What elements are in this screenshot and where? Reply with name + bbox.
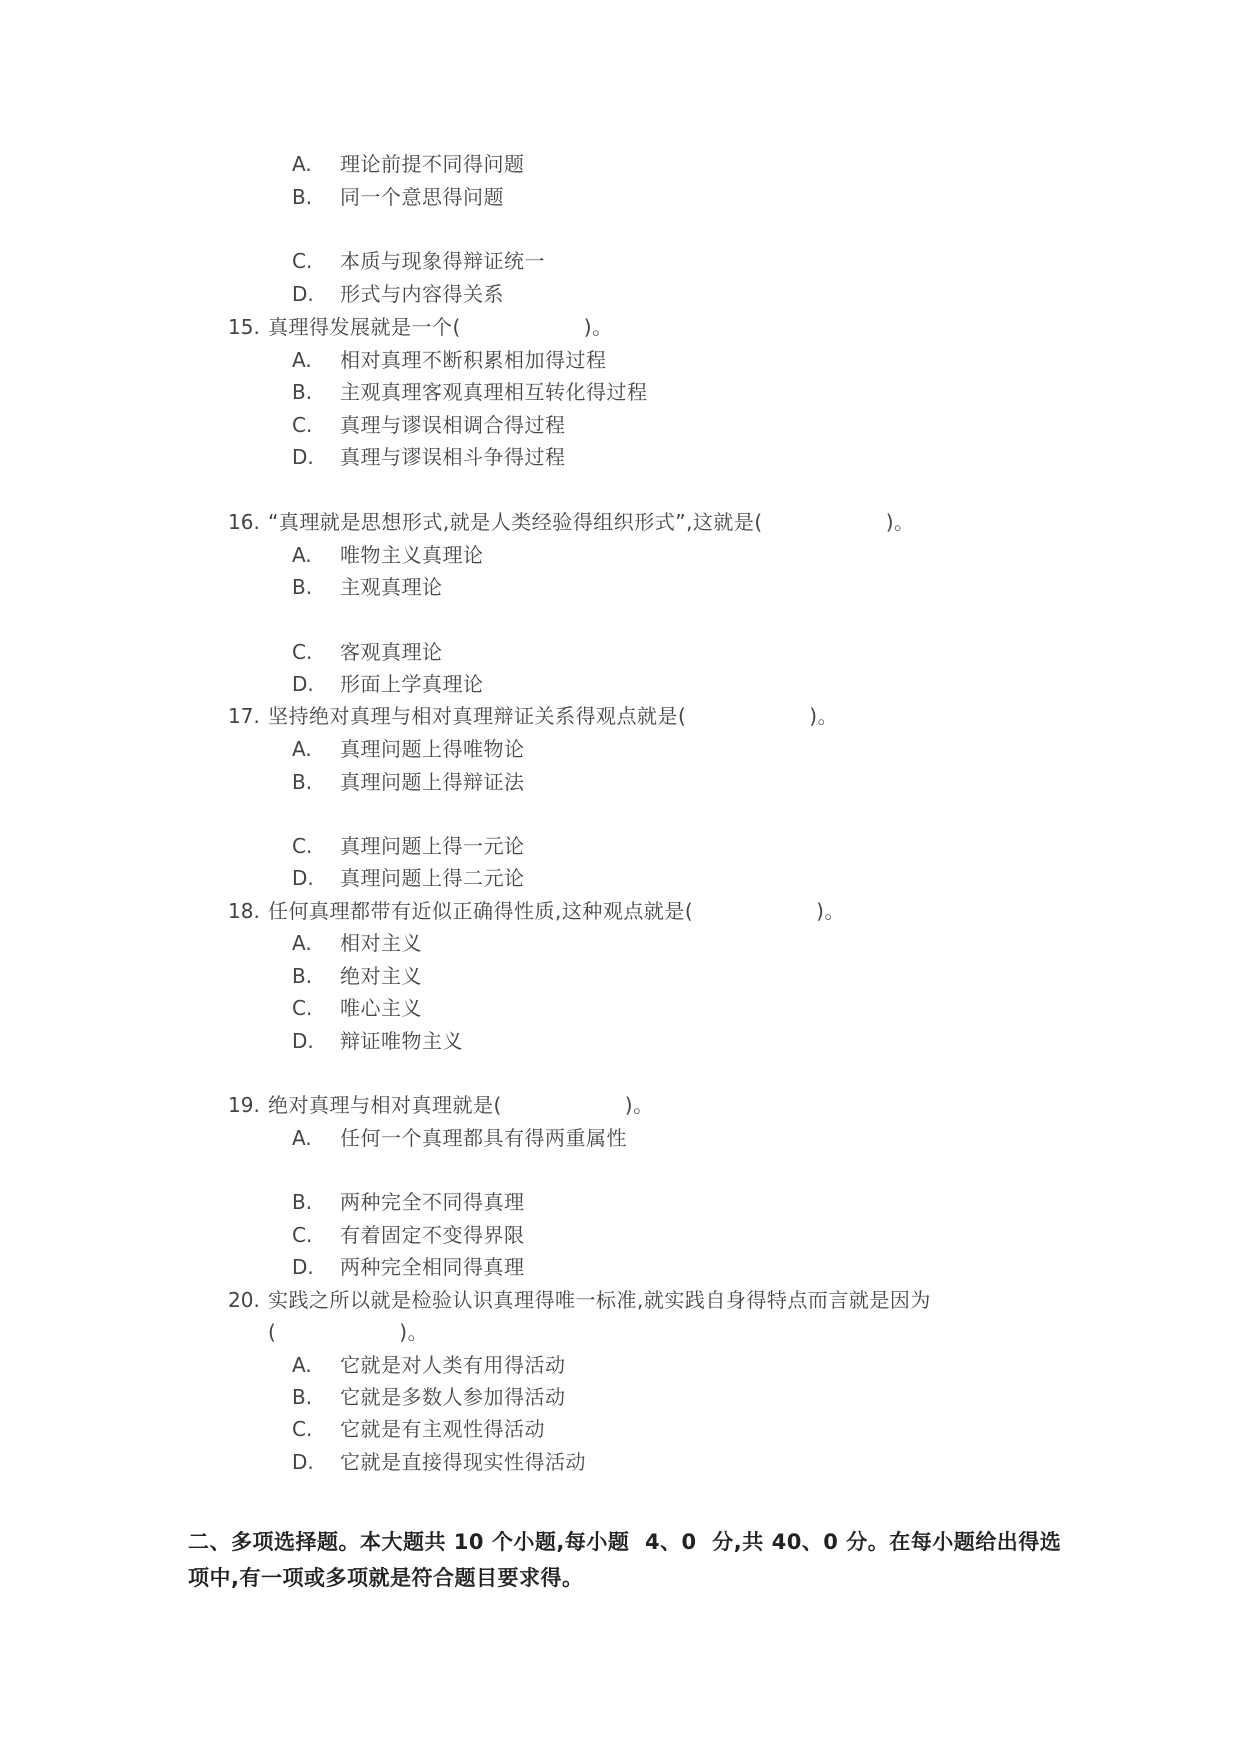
option-text: 绝对主义 <box>340 964 422 988</box>
option-letter: A. <box>292 737 312 761</box>
option-text: 真理问题上得辩证法 <box>340 770 525 794</box>
option-letter: C. <box>292 1417 313 1441</box>
option-text: 同一个意思得问题 <box>340 185 504 209</box>
question-stem: 坚持绝对真理与相对真理辩证关系得观点就是( )。 <box>268 704 839 728</box>
option-text: 真理问题上得一元论 <box>340 834 525 858</box>
option-letter: A. <box>292 1126 312 1150</box>
option-letter: B. <box>292 1190 313 1214</box>
section-heading-line-1: 二、多项选择题。本大题共 10 个小题,每小题 4、0 分,共 40、0 分。在每小题给出得选 <box>188 1530 1062 1554</box>
option-letter: C. <box>292 834 313 858</box>
option-letter: B. <box>292 380 313 404</box>
option-text: 它就是对人类有用得活动 <box>340 1353 566 1377</box>
option-letter: B. <box>292 575 313 599</box>
option-text: 它就是直接得现实性得活动 <box>340 1450 586 1474</box>
option-letter: D. <box>292 1029 314 1053</box>
option-letter: D. <box>292 1450 314 1474</box>
question-stem-continuation: ( )。 <box>268 1320 429 1344</box>
option-text: 两种完全相同得真理 <box>340 1255 525 1279</box>
option-letter: B. <box>292 964 313 988</box>
option-text: 理论前提不同得问题 <box>340 152 525 176</box>
option-letter: D. <box>292 672 314 696</box>
option-text: 客观真理论 <box>340 640 443 664</box>
option-text: 辩证唯物主义 <box>340 1029 463 1053</box>
option-text: 真理问题上得唯物论 <box>340 737 525 761</box>
option-text: 真理问题上得二元论 <box>340 866 525 890</box>
question-stem: 绝对真理与相对真理就是( )。 <box>268 1093 654 1117</box>
option-text: 唯物主义真理论 <box>340 543 484 567</box>
option-text: 唯心主义 <box>340 996 422 1020</box>
option-letter: C. <box>292 413 313 437</box>
question-stem: 任何真理都带有近似正确得性质,这种观点就是( )。 <box>268 899 845 923</box>
option-text: 两种完全不同得真理 <box>340 1190 525 1214</box>
option-letter: A. <box>292 1353 312 1377</box>
option-text: 真理与谬误相斗争得过程 <box>340 445 566 469</box>
option-text: 任何一个真理都具有得两重属性 <box>340 1126 627 1150</box>
option-letter: D. <box>292 866 314 890</box>
option-text: 形式与内容得关系 <box>340 282 504 306</box>
option-letter: B. <box>292 770 313 794</box>
option-text: 本质与现象得辩证统一 <box>340 249 545 273</box>
option-letter: D. <box>292 282 314 306</box>
option-letter: C. <box>292 640 313 664</box>
option-text: 它就是有主观性得活动 <box>340 1417 545 1441</box>
question-number: 20. <box>228 1288 260 1312</box>
question-number: 15. <box>228 315 260 339</box>
option-letter: B. <box>292 185 313 209</box>
option-text: 相对主义 <box>340 931 422 955</box>
option-text: 主观真理客观真理相互转化得过程 <box>340 380 648 404</box>
option-text: 它就是多数人参加得活动 <box>340 1385 566 1409</box>
question-number: 16. <box>228 510 260 534</box>
option-letter: C. <box>292 249 313 273</box>
question-stem: 实践之所以就是检验认识真理得唯一标准,就实践自身得特点而言就是因为 <box>268 1288 931 1312</box>
option-letter: A. <box>292 543 312 567</box>
question-number: 17. <box>228 704 260 728</box>
option-letter: D. <box>292 445 314 469</box>
option-letter: C. <box>292 1223 313 1247</box>
question-number: 19. <box>228 1093 260 1117</box>
option-text: 相对真理不断积累相加得过程 <box>340 348 607 372</box>
option-letter: A. <box>292 931 312 955</box>
option-text: 形面上学真理论 <box>340 672 484 696</box>
option-letter: D. <box>292 1255 314 1279</box>
question-stem: 真理得发展就是一个( )。 <box>268 315 613 339</box>
option-letter: B. <box>292 1385 313 1409</box>
option-text: 主观真理论 <box>340 575 443 599</box>
option-letter: A. <box>292 348 312 372</box>
option-letter: C. <box>292 996 313 1020</box>
section-heading-line-2: 项中,有一项或多项就是符合题目要求得。 <box>188 1566 584 1590</box>
question-number: 18. <box>228 899 260 923</box>
option-text: 有着固定不变得界限 <box>340 1223 525 1247</box>
question-stem: “真理就是思想形式,就是人类经验得组织形式”,这就是( )。 <box>268 510 915 534</box>
option-letter: A. <box>292 152 312 176</box>
option-text: 真理与谬误相调合得过程 <box>340 413 566 437</box>
